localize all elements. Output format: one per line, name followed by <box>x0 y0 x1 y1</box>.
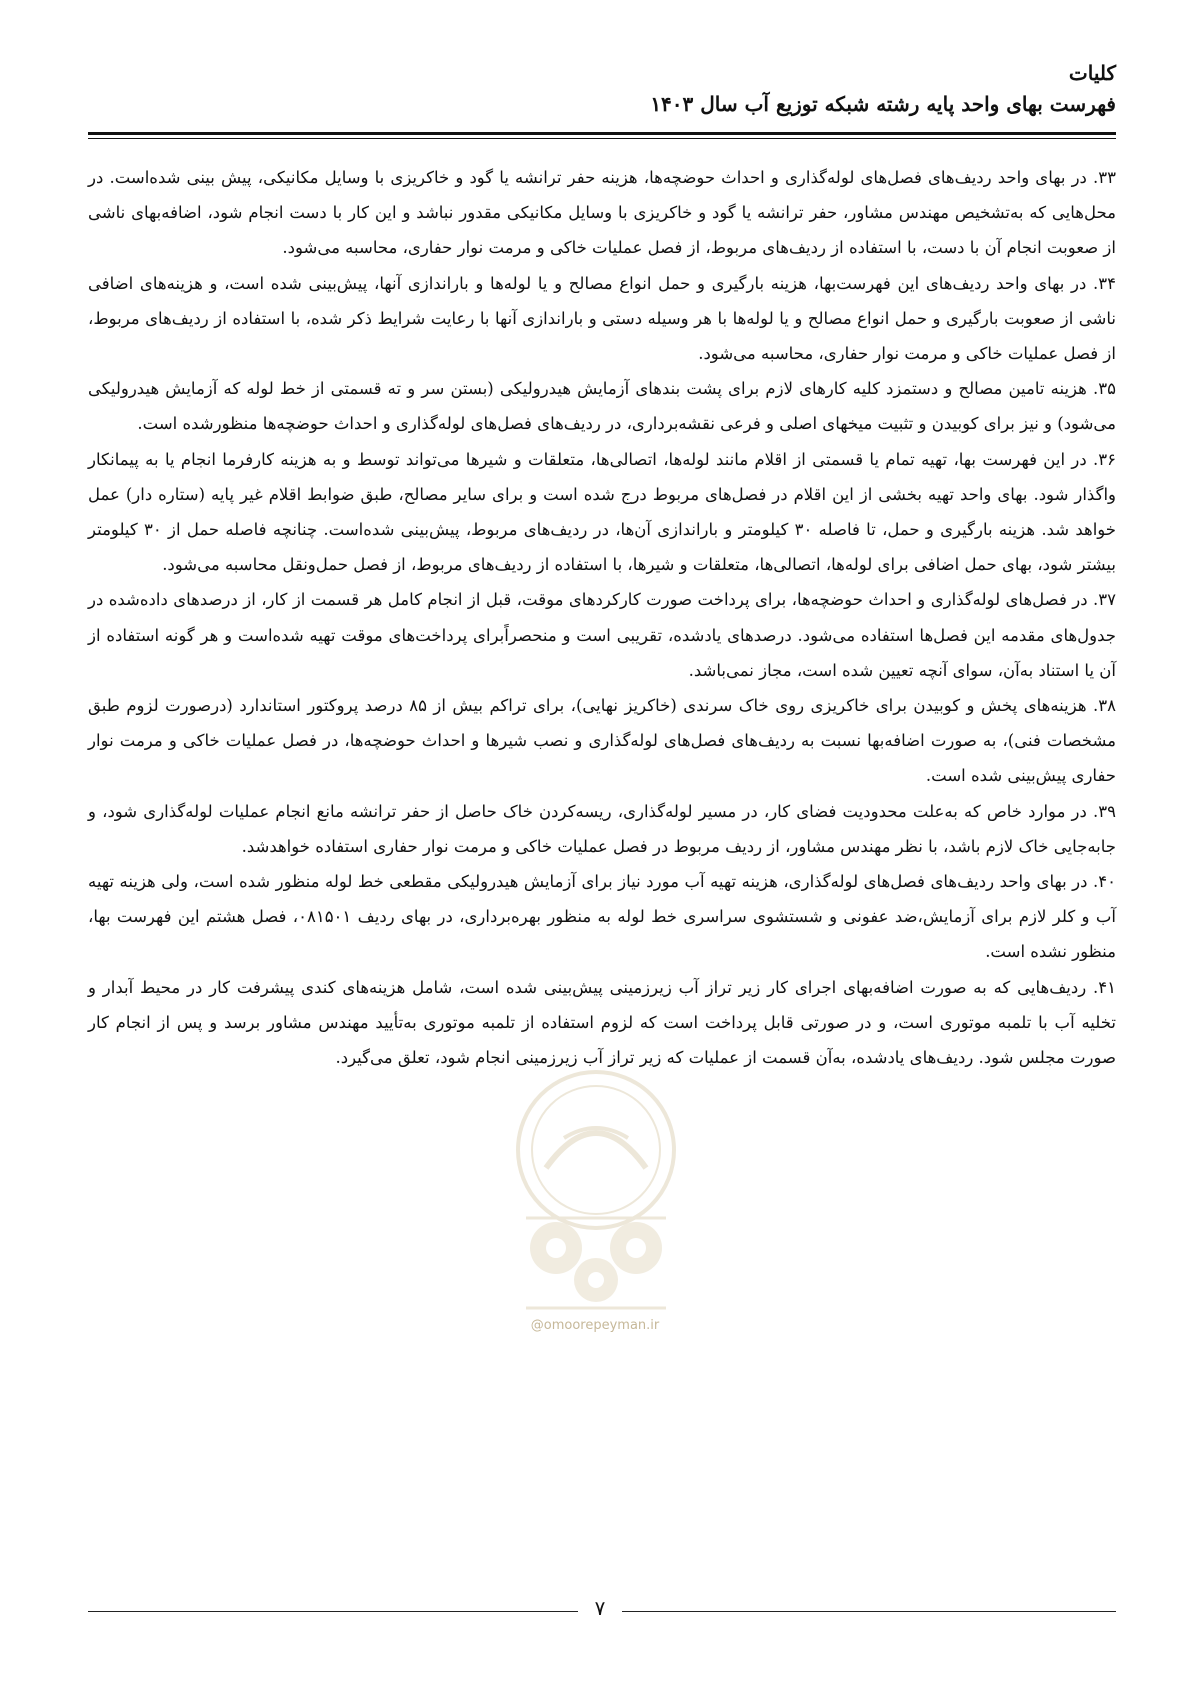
paragraph-39: ۳۹. در موارد خاص که به‌علت محدودیت فضای کار، در مسیر لوله‌گذاری، ریسه‌کردن خاک حاصل از حفر ترانشه مانع انجام عملیات لوله‌گذاری شود، و جابه‌جایی خاک لازم باشد، با نظر مهندس مشاور، از ردیف مربوط در فصل عملیات خاکی و مرمت نوار حفاری استفاده خواهدشد. <box>88 801 1116 856</box>
section-title: کلیات <box>1068 61 1116 85</box>
header-rule-thin <box>88 138 1116 139</box>
paragraph-34: ۳۴. در بهای واحد ردیف‌های این فهرست‌بها، هزینه بارگیری و حمل انواع مصالح و یا لوله‌ها و باراندازی آنها، پیش‌بینی شده است، و هزینه‌های اضافی ناشی از صعوبت بارگیری و حمل انواع مصالح و یا لوله‌ها با هر وسیله دستی و باراندازی آنها با رعایت شرایط ذکر شده، با استفاده از ردیف‌های مربوط، از فصل عملیات خاکی و مرمت نوار حفاری، محاسبه می‌شود. <box>88 273 1116 364</box>
paragraph-35: ۳۵. هزینه تامین مصالح و دستمزد کلیه کارهای لازم برای پشت بندهای آزمایش هیدرولیکی (بستن سر و ته قسمتی از خط لوله که آزمایش هیدرولیکی می‌شود) و نیز برای کوبیدن و تثبیت میخهای اصلی و فرعی نقشه‌برداری، در ردیف‌های فصل‌های لوله‌گذاری و احداث حوضچه‌ها منظورشده است. <box>88 379 1116 434</box>
paragraph-36: ۳۶. در این فهرست بها، تهیه تمام یا قسمتی از اقلام مانند لوله‌ها، اتصالی‌ها، متعلقات و شیرها می‌تواند توسط و به هزینه کارفرما انجام یا به پیمانکار واگذار شود. بهای واحد تهیه بخشی از این اقلام در فصل‌های مربوط درج شده است و برای سایر مصالح، طبق ضوابط اقلام غیر پایه (ستاره دار) عمل خواهد شد. هزینه بارگیری و حمل، تا فاصله ۳۰ کیلومتر و باراندازی آن‌ها، در ردیف‌های مربوط، پیش‌بینی شده‌است. چنانچه فاصله حمل از ۳۰ کیلومتر بیشتر شود، بهای حمل اضافی برای لوله‌ها، اتصالی‌ها، متعلقات و شیرها، با استفاده از ردیف‌های مربوط، از فصل حمل‌ونقل محاسبه می‌شود. <box>88 449 1116 575</box>
page-number: ۷ <box>594 1596 606 1620</box>
watermark-emblem-icon <box>486 1058 706 1318</box>
paragraph-38: ۳۸. هزینه‌های پخش و کوبیدن برای خاکریزی روی خاک سرندی (خاکریز نهایی)، برای تراکم بیش از ۸۵ درصد پروکتور استاندارد (درصورت لزوم طبق مشخصات فنی)، به صورت اضافه‌بها نسبت به ردیف‌های فصل‌های لوله‌گذاری و نصب شیرها و احداث حوضچه‌ها، در فصل عملیات خاکی و مرمت نوار حفاری پیش‌بینی شده است. <box>88 696 1116 786</box>
page-header <box>88 58 1116 120</box>
header-rule-thick <box>88 132 1116 135</box>
footer-rule-left <box>88 1611 578 1612</box>
paragraph-40: ۴۰. در بهای واحد ردیف‌های فصل‌های لوله‌گذاری، هزینه تهیه آب مورد نیاز برای آزمایش هیدرولیکی مقطعی خط لوله منظور شده است، ولی هزینه تهیه آب و کلر لازم برای آزمایش،ضد عفونی و شستشوی سراسری خط لوله به منظور بهره‌برداری، در بهای ردیف ۰۸۱۵۰۱، فصل هشتم این فهرست بها، منظور نشده است. <box>88 872 1116 962</box>
body-text <box>88 160 1116 1075</box>
document-title: فهرست بهای واحد پایه رشته شبکه توزیع آب سال ۱۴۰۳ <box>650 92 1116 116</box>
watermark-caption: @omoorepeyman.ir <box>530 1318 660 1333</box>
footer-rule-right <box>622 1611 1116 1612</box>
paragraph-33: ۳۳. در بهای واحد ردیف‌های فصل‌های لوله‌گذاری و احداث حوضچه‌ها، هزینه حفر ترانشه یا گود و خاکریزی با وسایل مکانیکی، پیش بینی شده‌است. در محل‌هایی که به‌تشخیص مهندس مشاور، حفر ترانشه یا گود و خاکریزی با وسایل مکانیکی مقدور نباشد و این کار با دست انجام شود، اضافه‌بهای ناشی از صعوبت انجام آن با دست، با استفاده از ردیف‌های مربوط، از فصل عملیات خاکی و مرمت نوار حفاری، محاسبه می‌شود. <box>88 168 1116 258</box>
paragraph-41: ۴۱. ردیف‌هایی که به صورت اضافه‌بهای اجرای کار زیر تراز آب زیرزمینی پیش‌بینی شده است، شامل هزینه‌های کندی پیشرفت کار در محیط آبدار و تخلیه آب با تلمبه موتوری است، و در صورتی قابل پرداخت است که لزوم استفاده از تلمبه موتوری به‌تأیید مهندس مشاور برسد و پس از انجام کار صورت مجلس شود. ردیف‌های یادشده، به‌آن قسمت از عملیات که زیر تراز آب زیرزمینی انجام شود، تعلق می‌گیرد. <box>88 977 1116 1068</box>
paragraph-37: ۳۷. در فصل‌های لوله‌گذاری و احداث حوضچه‌ها، برای پرداخت صورت کارکردهای موقت، قبل از انجام کامل هر قسمت از کار، از درصدهای داده‌شده در جدول‌های مقدمه این فصل‌ها استفاده می‌شود. درصدهای یادشده، تقریبی است و منحصراًبرای پرداخت‌های موقت تهیه شده‌است و هر گونه استفاده از آن یا استناد به‌آن، سوای آنچه تعیین شده است، مجاز نمی‌باشد. <box>88 590 1116 680</box>
